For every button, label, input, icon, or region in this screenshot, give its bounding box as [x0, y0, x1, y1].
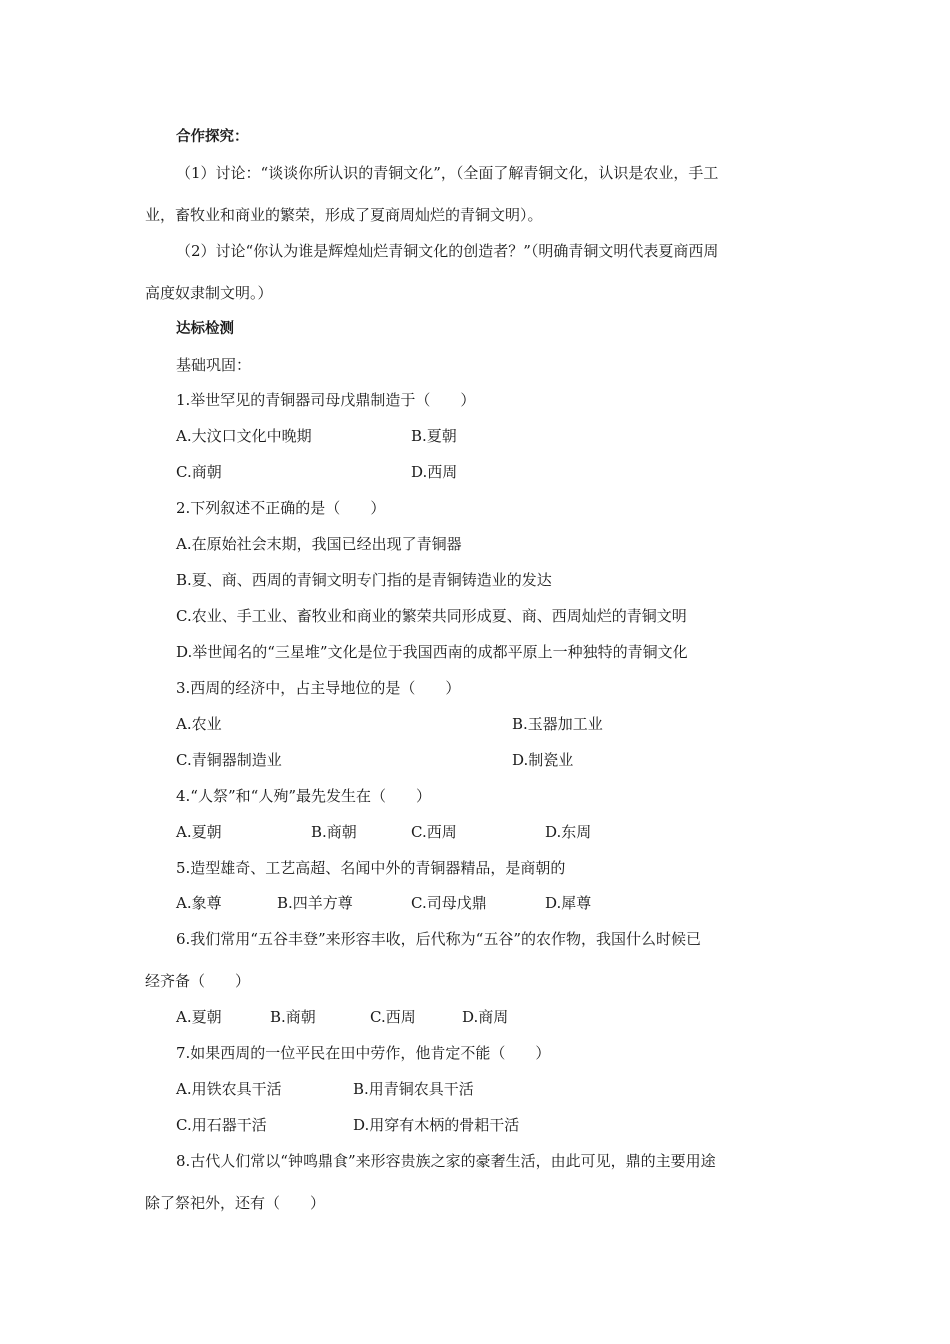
question-3-option-d: D.制瓷业 — [512, 751, 574, 769]
question-5-option-b: B.四羊方尊 — [277, 894, 353, 912]
question-3-stem: 3.西周的经济中，占主导地位的是（ ） — [176, 679, 461, 697]
question-7-option-c: C.用石器干活 — [176, 1116, 267, 1134]
question-8-stem-line-2: 除了祭祀外，还有（ ） — [145, 1194, 326, 1212]
question-5-option-a: A.象尊 — [176, 894, 222, 912]
question-8-stem-line-1: 8.古代人们常以“钟鸣鼎食”来形容贵族之家的豪奢生活，由此可见，鼎的主要用途 — [176, 1152, 716, 1170]
question-3-option-c: C.青铜器制造业 — [176, 751, 282, 769]
question-1-option-c: C.商朝 — [176, 463, 222, 481]
question-4-option-c: C.西周 — [411, 823, 457, 841]
discussion-2-line-1: （2）讨论“你认为谁是辉煌灿烂青铜文化的创造者？”（明确青铜文明代表夏商西周 — [176, 242, 719, 260]
question-6-option-d: D.商周 — [462, 1008, 509, 1026]
question-6-option-b: B.商朝 — [270, 1008, 316, 1026]
question-1-stem: 1.举世罕见的青铜器司母戊鼎制造于（ ） — [176, 391, 476, 409]
question-1-option-b: B.夏朝 — [411, 427, 457, 445]
question-6-option-c: C.西周 — [370, 1008, 416, 1026]
question-7-option-b: B.用青铜农具干活 — [353, 1080, 474, 1098]
question-7-option-a: A.用铁农具干活 — [176, 1080, 282, 1098]
question-5-stem: 5.造型雄奇、工艺高超、名闻中外的青铜器精品，是商朝的 — [176, 859, 566, 877]
question-1-option-a: A.大汶口文化中晚期 — [176, 427, 312, 445]
discussion-1-line-2: 业，畜牧业和商业的繁荣，形成了夏商周灿烂的青铜文明）。 — [145, 206, 543, 224]
question-6-option-a: A.夏朝 — [176, 1008, 222, 1026]
question-4-stem: 4.“人祭”和“人殉”最先发生在（ ） — [176, 787, 431, 805]
section-heading-assessment: 达标检测 — [176, 321, 234, 337]
question-5-option-c: C.司母戊鼎 — [411, 894, 487, 912]
discussion-1-line-1: （1）讨论：“谈谈你所认识的青铜文化”，（全面了解青铜文化，认识是农业，手工 — [176, 164, 719, 182]
question-2-stem: 2.下列叙述不正确的是（ ） — [176, 499, 386, 517]
question-7-stem: 7.如果西周的一位平民在田中劳作，他肯定不能（ ） — [176, 1044, 551, 1062]
question-1-option-d: D.西周 — [411, 463, 458, 481]
question-2-option-b: B.夏、商、西周的青铜文明专门指的是青铜铸造业的发达 — [176, 571, 552, 589]
subheading-basic-consolidation: 基础巩固： — [176, 356, 252, 374]
question-3-option-b: B.玉器加工业 — [512, 715, 603, 733]
question-2-option-a: A.在原始社会末期，我国已经出现了青铜器 — [176, 535, 462, 553]
question-2-option-c: C.农业、手工业、畜牧业和商业的繁荣共同形成夏、商、西周灿烂的青铜文明 — [176, 607, 687, 625]
question-4-option-b: B.商朝 — [311, 823, 357, 841]
section-heading-cooperative-inquiry: 合作探究： — [176, 129, 249, 145]
question-6-stem-line-2: 经齐备（ ） — [145, 972, 251, 990]
question-4-option-d: D.东周 — [545, 823, 592, 841]
question-7-option-d: D.用穿有木柄的骨耜干活 — [353, 1116, 520, 1134]
question-2-option-d: D.举世闻名的“三星堆”文化是位于我国西南的成都平原上一种独特的青铜文化 — [176, 643, 688, 661]
question-4-option-a: A.夏朝 — [176, 823, 222, 841]
question-6-stem-line-1: 6.我们常用“五谷丰登”来形容丰收，后代称为“五谷”的农作物，我国什么时候已 — [176, 930, 701, 948]
question-3-option-a: A.农业 — [176, 715, 222, 733]
question-5-option-d: D.犀尊 — [545, 894, 592, 912]
discussion-2-line-2: 高度奴隶制文明。） — [145, 284, 273, 302]
